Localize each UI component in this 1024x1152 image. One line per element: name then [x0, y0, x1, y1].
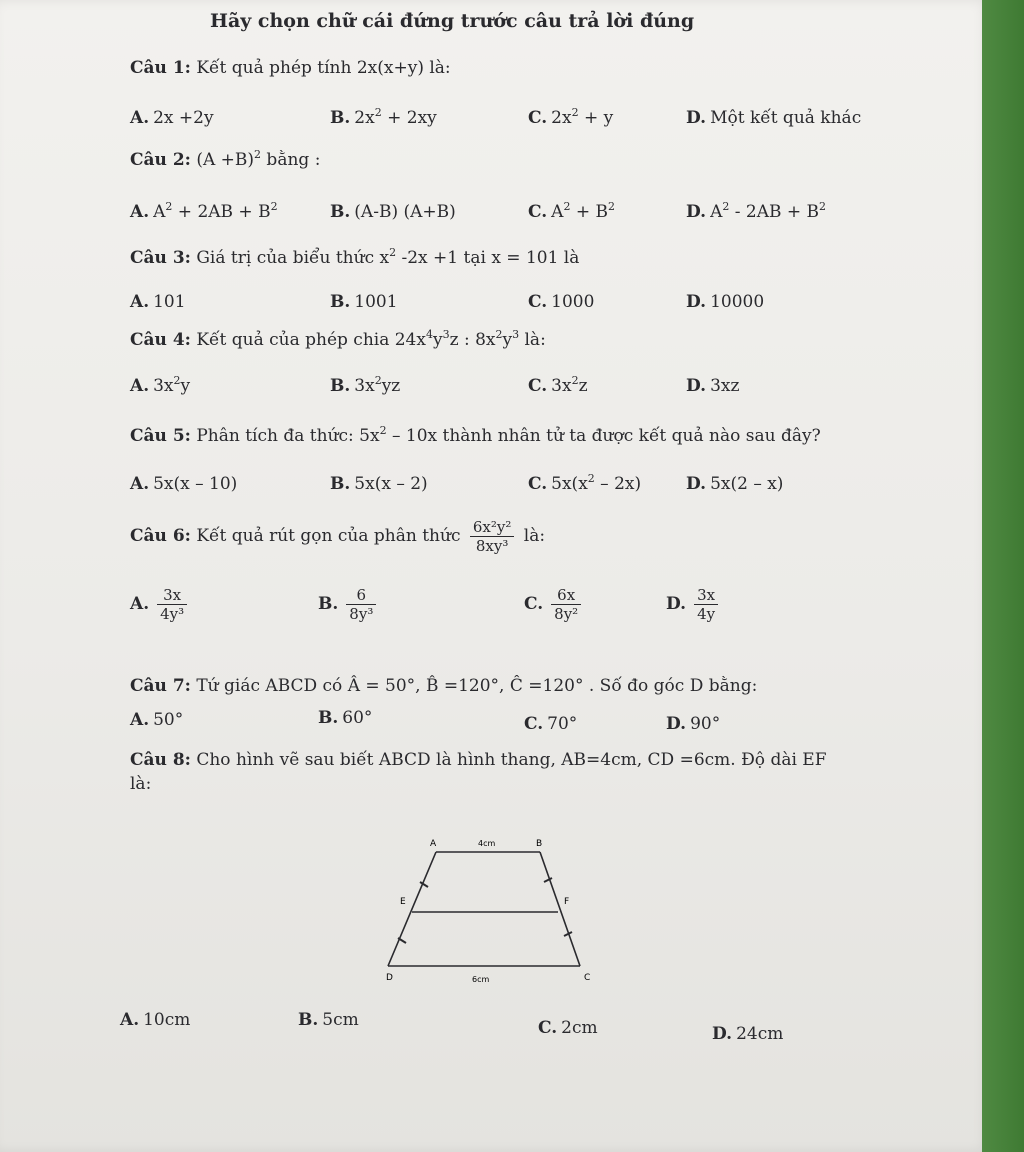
question-3-text: Giá trị của biểu thức x — [196, 248, 390, 268]
q3-option-a-text: 101 — [153, 292, 186, 312]
q8-option-d-text: 24cm — [736, 1024, 784, 1044]
q2-option-d-exp2: 2 — [819, 200, 827, 213]
q2-option-c-text-2: + B — [570, 202, 608, 222]
question-6-fraction-numerator: 6x²y² — [470, 518, 515, 537]
q1-option-a-text: 2x +2y — [153, 108, 214, 128]
q4-option-b-letter: B. — [330, 376, 351, 396]
q1-option-b-exponent: 2 — [374, 106, 382, 119]
q1-option-b-text-tail: + 2xy — [381, 108, 437, 128]
q1-option-b[interactable] — [330, 108, 437, 128]
q2-option-a-letter: A. — [130, 202, 150, 222]
q6-option-a-fraction — [157, 586, 187, 623]
q8-option-c-text: 2cm — [561, 1018, 598, 1038]
question-2-exponent: 2 — [254, 148, 262, 161]
question-2 — [130, 150, 320, 170]
question-2-label: Câu 2: — [130, 150, 191, 170]
q6-option-c-denominator: 8y² — [554, 605, 579, 623]
question-1-label: Câu 1: — [130, 58, 191, 78]
q6-option-a-letter: A. — [130, 594, 150, 614]
q2-option-a[interactable] — [130, 202, 278, 222]
q2-option-c-letter: C. — [528, 202, 548, 222]
question-4-label: Câu 4: — [130, 330, 191, 350]
question-1-text: Kết quả phép tính 2x(x+y) là: — [196, 58, 451, 78]
q1-option-a-letter: A. — [130, 108, 150, 128]
q6-option-d[interactable] — [666, 586, 722, 623]
q1-option-c-text: 2x — [551, 108, 572, 128]
q1-option-a[interactable] — [130, 108, 214, 128]
q4-option-b[interactable] — [330, 376, 400, 396]
q1-option-c-text-tail: + y — [578, 108, 614, 128]
q7-option-c-text: 70° — [547, 714, 578, 734]
question-8-line2: là: — [130, 774, 152, 794]
q2-option-b[interactable] — [330, 202, 456, 222]
q2-option-a-exp2: 2 — [270, 200, 278, 213]
q4-option-a[interactable] — [130, 376, 190, 396]
q3-option-d-text: 10000 — [710, 292, 765, 312]
q3-option-a-letter: A. — [130, 292, 150, 312]
q4-option-d-letter: D. — [686, 376, 707, 396]
question-8 — [130, 750, 827, 770]
label-b: B — [536, 839, 543, 849]
q5-option-b-letter: B. — [330, 474, 351, 494]
q5-option-c[interactable] — [528, 474, 641, 494]
q2-option-d[interactable] — [686, 202, 826, 222]
q6-option-b-numerator: 6 — [346, 586, 376, 605]
q1-option-b-text: 2x — [354, 108, 375, 128]
question-2-text: bằng : — [261, 150, 321, 170]
question-5-text: Phân tích đa thức: 5x — [196, 426, 380, 446]
q7-option-d[interactable] — [666, 714, 720, 734]
question-2-expression: (A +B) — [196, 150, 255, 170]
q8-option-b[interactable] — [298, 1010, 359, 1030]
background-green-strip — [982, 0, 1024, 1152]
q8-option-b-text: 5cm — [322, 1010, 359, 1030]
q5-option-c-exp: 2 — [587, 472, 595, 485]
question-7-text: Tứ giác ABCD có Â = 50°, B̂ =120°, Ĉ =120° . Số đo góc D bằng: — [196, 676, 758, 696]
question-4-text-tail: là: — [519, 330, 546, 350]
q3-option-b-letter: B. — [330, 292, 351, 312]
q3-option-b[interactable] — [330, 292, 398, 312]
q2-option-d-exp1: 2 — [722, 200, 730, 213]
question-4-exp2: 3 — [442, 328, 450, 341]
question-8-text: Cho hình vẽ sau biết ABCD là hình thang, AB=4cm, CD =6cm. Độ dài EF — [196, 750, 827, 770]
q7-option-d-text: 90° — [690, 714, 721, 734]
q3-option-b-text: 1001 — [354, 292, 398, 312]
q4-option-a-text-2: y — [180, 376, 191, 396]
trapezoid-side-bc — [540, 852, 580, 966]
q4-option-a-exp: 2 — [173, 374, 181, 387]
label-a: A — [430, 839, 437, 849]
question-4-term2: z : 8x — [449, 330, 496, 350]
q1-option-c-exponent: 2 — [571, 106, 579, 119]
q6-option-b-letter: B. — [318, 594, 339, 614]
q5-option-d-letter: D. — [686, 474, 707, 494]
label-d: D — [386, 973, 393, 983]
q4-option-c-text-2: z — [578, 376, 588, 396]
q8-option-c-letter: C. — [538, 1018, 558, 1038]
question-4-exp3: 2 — [495, 328, 503, 341]
label-ab-length: 4cm — [478, 839, 496, 848]
question-4-term1: y — [432, 330, 443, 350]
question-4-term3: y — [502, 330, 513, 350]
q2-option-c-exp1: 2 — [563, 200, 571, 213]
q3-option-c-letter: C. — [528, 292, 548, 312]
q6-option-b-fraction — [346, 586, 376, 623]
q2-option-a-exp1: 2 — [165, 200, 173, 213]
q7-option-b-text: 60° — [342, 708, 373, 728]
q4-option-b-text-2: yz — [381, 376, 401, 396]
q5-option-d-text: 5x(2 – x) — [710, 474, 784, 494]
q4-option-b-text: 3x — [354, 376, 375, 396]
q8-option-a-text: 10cm — [143, 1010, 191, 1030]
q3-option-d-letter: D. — [686, 292, 707, 312]
question-5-label: Câu 5: — [130, 426, 191, 446]
q5-option-c-text-2: – 2x) — [594, 474, 642, 494]
question-3-text-tail: -2x +1 tại x = 101 là — [396, 248, 580, 268]
q3-option-d[interactable] — [686, 292, 764, 312]
label-e: E — [400, 897, 406, 907]
q6-option-c-letter: C. — [524, 594, 544, 614]
q2-option-c-text: A — [551, 202, 564, 222]
q7-option-b-letter: B. — [318, 708, 339, 728]
q5-option-c-text: 5x(x — [551, 474, 588, 494]
question-1 — [130, 58, 451, 78]
question-5-exponent: 2 — [379, 424, 387, 437]
q1-option-d[interactable] — [686, 108, 861, 128]
q6-option-c-numerator: 6x — [551, 586, 581, 605]
question-3-exponent: 2 — [389, 246, 397, 259]
q4-option-c-letter: C. — [528, 376, 548, 396]
q7-option-c-letter: C. — [524, 714, 544, 734]
q8-option-d[interactable] — [712, 1024, 783, 1044]
q3-option-c[interactable] — [528, 292, 594, 312]
q8-option-c[interactable] — [538, 1018, 598, 1038]
q6-option-c[interactable] — [524, 586, 585, 623]
q7-option-b[interactable] — [318, 708, 372, 728]
q6-option-d-denominator: 4y — [697, 605, 716, 623]
q6-option-d-fraction — [694, 586, 718, 623]
q7-option-a-text: 50° — [153, 710, 184, 730]
question-7-label: Câu 7: — [130, 676, 191, 696]
q4-option-a-letter: A. — [130, 376, 150, 396]
q6-option-c-fraction — [551, 586, 581, 623]
q6-option-d-letter: D. — [666, 594, 687, 614]
q6-option-a-numerator: 3x — [157, 586, 187, 605]
question-3 — [130, 248, 579, 268]
question-6-text-tail: là: — [523, 526, 546, 546]
question-4-text: Kết quả của phép chia 24x — [196, 330, 426, 350]
question-6 — [130, 518, 545, 555]
q1-option-c[interactable] — [528, 108, 613, 128]
q1-option-b-letter: B. — [330, 108, 351, 128]
question-3-label: Câu 3: — [130, 248, 191, 268]
q1-option-c-letter: C. — [528, 108, 548, 128]
q4-option-b-exp: 2 — [374, 374, 382, 387]
worksheet-heading: Hãy chọn chữ cái đứng trước câu trả lời đúng — [210, 10, 695, 32]
q2-option-a-text-2: + 2AB + B — [172, 202, 271, 222]
q2-option-c-exp2: 2 — [607, 200, 615, 213]
q3-option-a[interactable] — [130, 292, 186, 312]
q8-option-b-letter: B. — [298, 1010, 319, 1030]
q8-option-a-letter: A. — [120, 1010, 140, 1030]
question-7 — [130, 676, 757, 696]
question-5 — [130, 426, 821, 446]
label-c: C — [584, 973, 591, 983]
label-f: F — [564, 897, 570, 907]
question-4-exp4: 3 — [512, 328, 520, 341]
q7-option-a-letter: A. — [130, 710, 150, 730]
q2-option-c[interactable] — [528, 202, 615, 222]
q6-option-a-denominator: 4y³ — [160, 605, 185, 623]
q2-option-d-letter: D. — [686, 202, 707, 222]
q3-option-c-text: 1000 — [551, 292, 595, 312]
question-6-label: Câu 6: — [130, 526, 191, 546]
q8-option-a[interactable] — [120, 1010, 190, 1030]
q2-option-b-text: (A-B) (A+B) — [354, 202, 456, 222]
label-dc-length: 6cm — [472, 975, 490, 984]
question-4-exp1: 4 — [425, 328, 433, 341]
q5-option-b-text: 5x(x – 2) — [354, 474, 428, 494]
q6-option-a[interactable] — [130, 586, 191, 623]
question-5-text-tail: – 10x thành nhân tử ta được kết quả nào sau đây? — [386, 426, 821, 446]
q1-option-d-text: Một kết quả khác — [710, 108, 862, 128]
q2-option-d-text-2: - 2AB + B — [729, 202, 820, 222]
q5-option-d[interactable] — [686, 474, 783, 494]
q5-option-a-text: 5x(x – 10) — [153, 474, 238, 494]
q5-option-a-letter: A. — [130, 474, 150, 494]
q4-option-d-text: 3xz — [710, 376, 740, 396]
q8-option-d-letter: D. — [712, 1024, 733, 1044]
question-8-label: Câu 8: — [130, 750, 191, 770]
q5-option-c-letter: C. — [528, 474, 548, 494]
q4-option-d[interactable] — [686, 376, 739, 396]
q2-option-a-text: A — [153, 202, 166, 222]
q7-option-a[interactable] — [130, 710, 183, 730]
q4-option-c-exp: 2 — [571, 374, 579, 387]
q4-option-c-text: 3x — [551, 376, 572, 396]
question-4 — [130, 330, 546, 350]
q5-option-a[interactable] — [130, 474, 237, 494]
question-6-fraction — [470, 518, 515, 555]
question-6-text: Kết quả rút gọn của phân thức — [196, 526, 461, 546]
q4-option-c[interactable] — [528, 376, 588, 396]
q7-option-d-letter: D. — [666, 714, 687, 734]
q1-option-d-letter: D. — [686, 108, 707, 128]
q6-option-b[interactable] — [318, 586, 380, 623]
q4-option-a-text: 3x — [153, 376, 174, 396]
trapezoid-figure — [380, 832, 610, 992]
q5-option-b[interactable] — [330, 474, 428, 494]
question-6-fraction-denominator: 8xy³ — [475, 537, 509, 555]
trapezoid-side-ad — [388, 852, 436, 966]
q2-option-b-letter: B. — [330, 202, 351, 222]
q2-option-d-text: A — [710, 202, 723, 222]
q6-option-d-numerator: 3x — [694, 586, 718, 605]
q6-option-b-denominator: 8y³ — [349, 605, 374, 623]
q7-option-c[interactable] — [524, 714, 577, 734]
